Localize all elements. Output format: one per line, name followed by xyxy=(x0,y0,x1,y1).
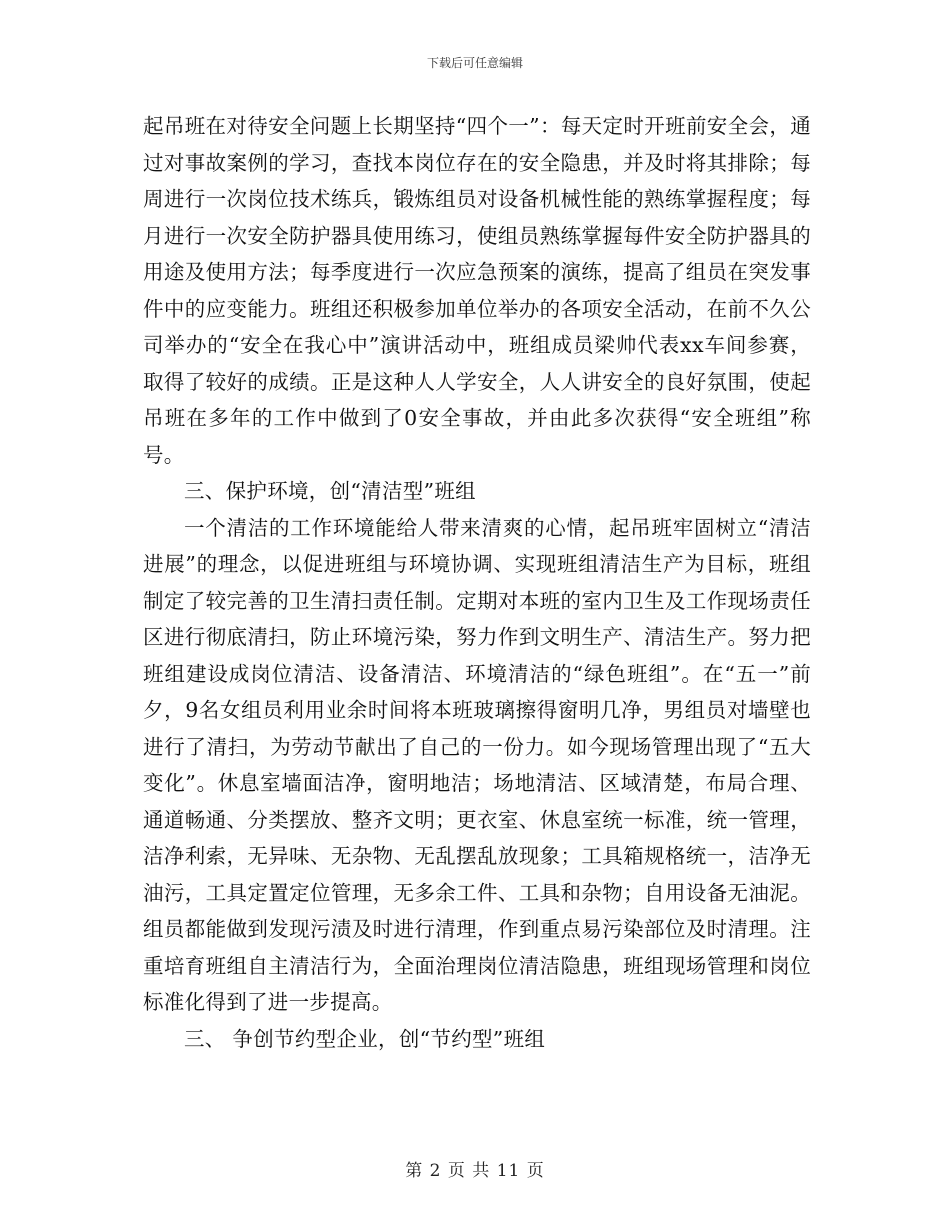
section-heading-saving: 三、 争创节约型企业，创“节约型”班组 xyxy=(184,1026,546,1051)
page-number: 第 2 页 共 11 页 xyxy=(405,1161,545,1181)
document-body xyxy=(143,108,811,1057)
paragraph-safety: 起吊班在对待安全问题上长期坚持“四个一”：每天定时开班前安全会，通过对事故案例的学习，查找本岗位存在的安全隐患，并及时将其排除；每周进行一次岗位技术练兵，锻炼组员对设备机械性能的熟练掌握程度；每月进行一次安全防护器具使用练习，使组员熟练掌握每件安全防护器具的用途及使用方法；每季度进行一次应急预案的演练，提高了组员在突发事件中的应变能力。班组还积极参加单位举办的各项安全活动，在前不久公司举办的“安全在我心中”演讲活动中，班组成员梁帅代表xx车间参赛，取得了较好的成绩。正是这种人人学安全，人人讲安全的良好氛围，使起吊班在多年的工作中做到了0安全事故，并由此多次获得“安全班组”称号。 xyxy=(143,114,811,467)
section-heading-clean: 三、保护环境，创“清洁型”班组 xyxy=(184,479,476,503)
page-header: 下载后可任意编辑 xyxy=(426,56,523,70)
paragraph-clean: 一个清洁的工作环境能给人带来清爽的心情，起吊班牢固树立“清洁进展”的理念，以促进班组与环境协调、实现班组清洁生产为目标，班组制定了较完善的卫生清扫责任制。定期对本班的室内卫生及工作现场责任区进行彻底清扫，防止环境污染，努力作到文明生产、清洁生产。努力把班组建设成岗位清洁、设备清洁、环境清洁的“绿色班组”。在“五一”前夕，9名女组员利用业余时间将本班玻璃擦得窗明几净，男组员对墙壁也进行了清扫，为劳动节献出了自己的一份力。如今现场管理出现了“五大变化”。休息室墙面洁净，窗明地洁；场地清洁、区域清楚，布局合理、通道畅通、分类摆放、整齐文明；更衣室、休息室统一标准，统一管理，洁净利索，无异味、无杂物、无乱摆乱放现象；工具箱规格统一，洁净无油污，工具定置定位管理，无多余工件、工具和杂物；自用设备无油泥。组员都能做到发现污渍及时进行清理，作到重点易污染部位及时清理。注重培育班组自主清洁行为，全面治理岗位清洁隐患，班组现场管理和岗位标准化得到了进一步提高。 xyxy=(143,515,811,1014)
